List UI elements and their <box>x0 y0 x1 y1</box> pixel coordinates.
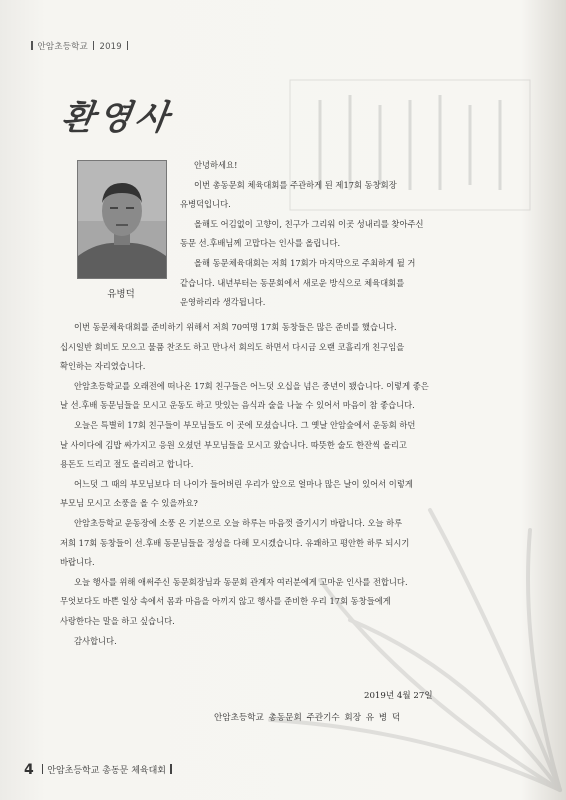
text-line: 무엇보다도 바쁜 일상 속에서 몸과 마음을 아끼지 않고 행사를 준비한 우리 17회 동창들에게 <box>60 596 391 607</box>
footer-divider <box>170 764 172 774</box>
page-title: 환영사 <box>58 98 175 138</box>
text-line: 오늘 행사를 위해 애써주신 동문회장님과 동문회 관계자 여러분에게 고마운 인사를 전합니다. <box>74 576 408 587</box>
page-number: 4 <box>24 762 34 778</box>
text-line: 안암초등학교를 오래전에 떠나온 17회 친구들은 어느덧 오십을 넘은 중년이 됐습니다. 이렇게 좋은 <box>74 380 429 391</box>
running-header <box>26 40 133 52</box>
header-divider <box>93 41 95 50</box>
text-line: 안암초등학교 운동장에 소풍 온 기분으로 오늘 하루는 마음껏 즐기시기 바랍니다. 오늘 하루 <box>74 517 403 528</box>
text-line: 같습니다. 내년부터는 동문회에서 새로운 방식으로 체육대회를 <box>180 277 405 288</box>
text-line: 저희 17회 동창들이 선.후배 동문님들을 정성을 다해 모시겠습니다. 유쾌하고 평안한 하루 되시기 <box>60 537 410 548</box>
letter-date: 2019년 4월 27일 <box>364 691 433 701</box>
header-divider <box>31 41 33 50</box>
intro-paragraph <box>180 156 424 313</box>
text-line: 날 선.후배 동문님들을 모시고 운동도 하고 맛있는 음식과 술을 나눌 수 있어서 마음이 참 좋습니다. <box>60 400 415 411</box>
author-photo <box>77 160 167 279</box>
text-line: 올해도 어김없이 고향이, 친구가 그리워 이곳 성내리를 찾아주신 <box>194 218 424 229</box>
text-line: 오늘은 특별히 17회 친구들이 부모님들도 이 곳에 모셨습니다. 그 옛날 안암숲에서 운동회 하던 <box>74 419 416 430</box>
orchid-leaves-decoration <box>230 470 566 800</box>
portrait-image <box>78 161 166 278</box>
page-footer <box>24 762 176 778</box>
footer-text: 안암초등학교 총동문 체육대회 <box>47 766 166 776</box>
header-year: 2019 <box>99 42 122 52</box>
text-line: 확인하는 자리였습니다. <box>60 361 146 372</box>
photo-caption: 유병덕 <box>107 289 135 300</box>
signature-line: 안암초등학교 총동문회 주관기수 회장 유 병 덕 <box>214 713 401 723</box>
header-school: 안암초등학교 <box>37 42 88 52</box>
text-line: 올해 동문체육대회는 저희 17회가 마지막으로 주최하게 될 거 <box>194 257 416 268</box>
text-line: 바랍니다. <box>60 557 95 568</box>
text-line: 이번 동문체육대회를 준비하기 위해서 저희 70여명 17회 동창들은 많은 준비를 했습니다. <box>74 322 397 332</box>
header-divider <box>127 41 129 50</box>
text-line: 사랑한다는 말을 하고 싶습니다. <box>60 615 175 626</box>
text-line: 부모님 모시고 소풍을 올 수 있을까요? <box>60 498 198 509</box>
text-line: 동문 선.후배님께 고맙다는 인사를 올립니다. <box>180 238 341 249</box>
text-line: 십시일반 회비도 모으고 물품 찬조도 하고 만나서 회의도 하면서 다시금 오랜 코흘리개 친구임을 <box>60 341 405 352</box>
text-line: 운영하리라 생각됩니다. <box>180 297 266 308</box>
closing-line: 감사합니다. <box>74 635 117 646</box>
footer-divider <box>42 764 44 774</box>
text-line: 유병덕입니다. <box>180 199 231 210</box>
text-line: 이번 총동문회 체육대회를 주관하게 된 제17회 동창회장 <box>194 179 397 190</box>
greeting-line: 안녕하세요! <box>194 160 238 170</box>
text-line: 날 사이다에 김밥 싸가지고 응원 오셨던 부모님들을 모시고 왔습니다. 따뜻한 술도 한잔씩 올리고 <box>60 439 407 450</box>
text-line: 어느덧 그 때의 부모님보다 더 나이가 들어버린 우리가 앞으로 얼마나 많은 날이 있어서 이렇게 <box>74 478 413 489</box>
text-line: 용돈도 드리고 절도 올리려고 합니다. <box>60 459 194 470</box>
